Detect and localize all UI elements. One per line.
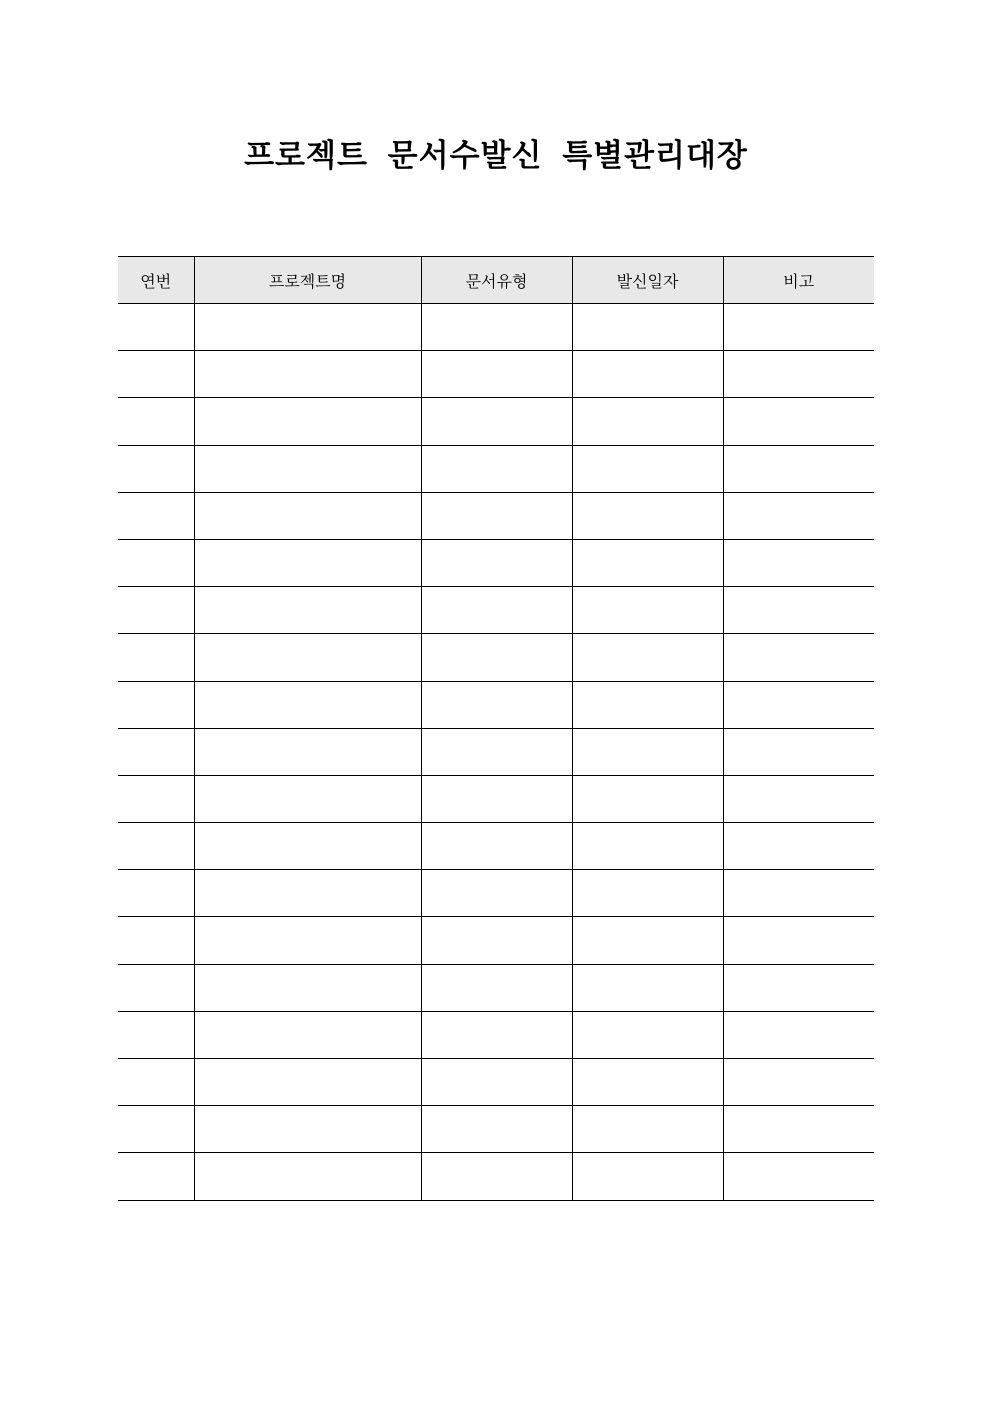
document-type-cell[interactable] [421,917,572,964]
project-name-cell[interactable] [194,587,421,634]
send-date-cell[interactable] [572,398,723,445]
remarks-cell[interactable] [723,398,874,445]
document-type-cell[interactable] [421,1059,572,1106]
send-date-cell[interactable] [572,1059,723,1106]
project-name-cell[interactable] [194,539,421,586]
document-type-cell[interactable] [421,634,572,681]
document-type-cell[interactable] [421,964,572,1011]
serial-number-cell[interactable] [118,445,194,492]
table-row [118,539,874,586]
project-name-cell[interactable] [194,492,421,539]
document-type-cell[interactable] [421,539,572,586]
project-name-cell[interactable] [194,304,421,351]
remarks-cell[interactable] [723,870,874,917]
document-type-cell[interactable] [421,1153,572,1200]
column-header-remarks: 비고 [723,257,874,304]
document-type-cell[interactable] [421,728,572,775]
document-type-cell[interactable] [421,823,572,870]
send-date-cell[interactable] [572,539,723,586]
remarks-cell[interactable] [723,964,874,1011]
remarks-cell[interactable] [723,587,874,634]
table-row [118,398,874,445]
document-type-cell[interactable] [421,445,572,492]
register-table [118,256,874,1201]
table-row [118,351,874,398]
remarks-cell[interactable] [723,1153,874,1200]
document-title: 프로젝트 문서수발신 특별관리대장 [244,138,748,174]
table-row [118,728,874,775]
serial-number-cell[interactable] [118,398,194,445]
serial-number-cell[interactable] [118,539,194,586]
serial-number-cell[interactable] [118,1106,194,1153]
document-type-cell[interactable] [421,775,572,822]
send-date-cell[interactable] [572,351,723,398]
remarks-cell[interactable] [723,492,874,539]
serial-number-cell[interactable] [118,351,194,398]
remarks-cell[interactable] [723,728,874,775]
send-date-cell[interactable] [572,681,723,728]
remarks-cell[interactable] [723,1059,874,1106]
project-name-cell[interactable] [194,1059,421,1106]
send-date-cell[interactable] [572,964,723,1011]
table-row [118,1011,874,1058]
table-header-row [118,257,874,304]
send-date-cell[interactable] [572,587,723,634]
project-name-cell[interactable] [194,398,421,445]
project-name-cell[interactable] [194,728,421,775]
remarks-cell[interactable] [723,351,874,398]
remarks-cell[interactable] [723,775,874,822]
table-row [118,634,874,681]
serial-number-cell[interactable] [118,492,194,539]
serial-number-cell[interactable] [118,1059,194,1106]
serial-number-cell[interactable] [118,823,194,870]
project-name-cell[interactable] [194,1153,421,1200]
serial-number-cell[interactable] [118,964,194,1011]
table-row [118,681,874,728]
document-type-cell[interactable] [421,398,572,445]
serial-number-cell[interactable] [118,304,194,351]
serial-number-cell[interactable] [118,917,194,964]
project-name-cell[interactable] [194,917,421,964]
document-type-cell[interactable] [421,351,572,398]
send-date-cell[interactable] [572,1011,723,1058]
send-date-cell[interactable] [572,634,723,681]
column-header-project-name: 프로젝트명 [194,257,421,304]
remarks-cell[interactable] [723,1106,874,1153]
serial-number-cell[interactable] [118,681,194,728]
send-date-cell[interactable] [572,870,723,917]
project-name-cell[interactable] [194,870,421,917]
send-date-cell[interactable] [572,917,723,964]
serial-number-cell[interactable] [118,587,194,634]
send-date-cell[interactable] [572,1153,723,1200]
project-name-cell[interactable] [194,351,421,398]
table-row [118,823,874,870]
remarks-cell[interactable] [723,634,874,681]
serial-number-cell[interactable] [118,1011,194,1058]
serial-number-cell[interactable] [118,1153,194,1200]
project-name-cell[interactable] [194,964,421,1011]
send-date-cell[interactable] [572,304,723,351]
table-row [118,964,874,1011]
remarks-cell[interactable] [723,1011,874,1058]
serial-number-cell[interactable] [118,728,194,775]
serial-number-cell[interactable] [118,634,194,681]
remarks-cell[interactable] [723,304,874,351]
project-name-cell[interactable] [194,445,421,492]
table-row [118,1153,874,1200]
project-name-cell[interactable] [194,823,421,870]
column-header-document-type: 문서유형 [421,257,572,304]
document-type-cell[interactable] [421,1011,572,1058]
send-date-cell[interactable] [572,775,723,822]
table-row [118,775,874,822]
send-date-cell[interactable] [572,492,723,539]
document-type-cell[interactable] [421,1106,572,1153]
document-type-cell[interactable] [421,492,572,539]
send-date-cell[interactable] [572,445,723,492]
project-name-cell[interactable] [194,634,421,681]
table-row [118,587,874,634]
send-date-cell[interactable] [572,823,723,870]
table-row [118,1059,874,1106]
column-header-serial-number: 연번 [118,257,194,304]
table-row [118,870,874,917]
table-row [118,445,874,492]
table-row [118,492,874,539]
table-row [118,304,874,351]
serial-number-cell[interactable] [118,775,194,822]
column-header-send-date: 발신일자 [572,257,723,304]
table-row [118,1106,874,1153]
document-type-cell[interactable] [421,304,572,351]
project-name-cell[interactable] [194,1106,421,1153]
send-date-cell[interactable] [572,1106,723,1153]
table-body [118,304,874,1201]
remarks-cell[interactable] [723,539,874,586]
project-name-cell[interactable] [194,681,421,728]
document-type-cell[interactable] [421,681,572,728]
table-row [118,917,874,964]
project-name-cell[interactable] [194,775,421,822]
remarks-cell[interactable] [723,823,874,870]
project-name-cell[interactable] [194,1011,421,1058]
document-type-cell[interactable] [421,870,572,917]
remarks-cell[interactable] [723,917,874,964]
send-date-cell[interactable] [572,728,723,775]
remarks-cell[interactable] [723,681,874,728]
serial-number-cell[interactable] [118,870,194,917]
document-type-cell[interactable] [421,587,572,634]
remarks-cell[interactable] [723,445,874,492]
